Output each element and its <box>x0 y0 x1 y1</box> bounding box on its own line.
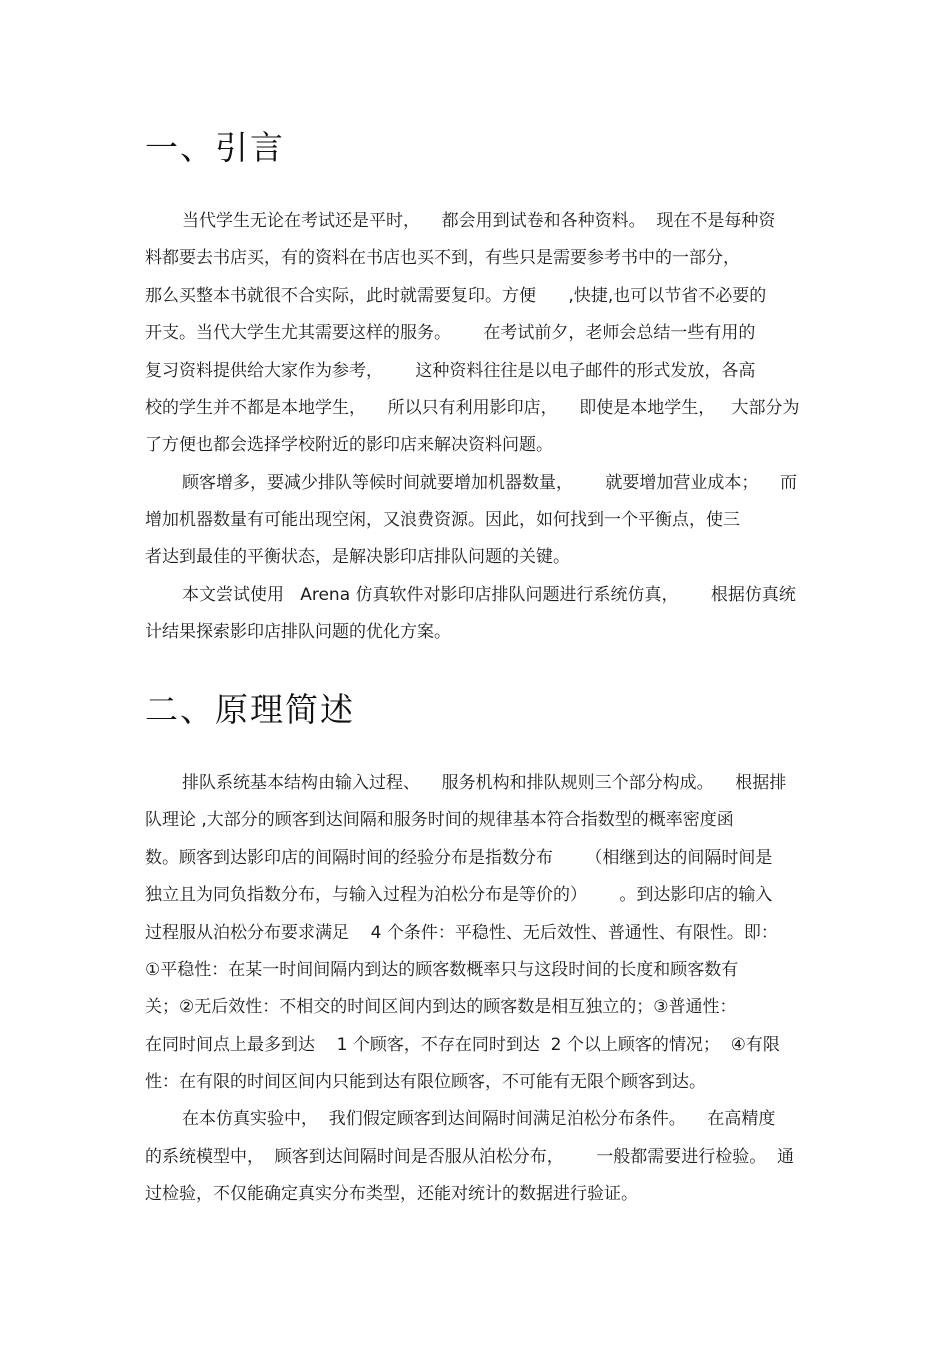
paragraph-line: ①平稳性：在某一时间间隔内到达的顾客数概率只与这段时间的长度和顾客数有 <box>145 960 739 980</box>
paragraph-line: 关；②无后效性：不相交的时间区间内到达的顾客数是相互独立的；③普通性： <box>145 997 737 1017</box>
paragraph-line: 校的学生并不都是本地学生， 所以只有利用影印店， 即使是本地学生， 大部分为 <box>145 398 800 418</box>
paragraph-line: 队理论 ,大部分的顾客到达间隔和服务时间的规律基本符合指数型的概率密度函 <box>145 810 734 830</box>
paragraph-line: 的系统模型中， 顾客到达间隔时间是否服从泊松分布， 一般都需要进行检验。 通 <box>145 1147 795 1167</box>
section-heading-principles: 二、原理简述 <box>145 690 355 729</box>
paragraph-line: 开支。当代大学生尤其需要这样的服务。 在考试前夕，老师会总结一些有用的 <box>145 323 756 343</box>
paragraph-line: 独立且为同负指数分布，与输入过程为泊松分布是等价的） 。到达影印店的输入 <box>145 885 773 905</box>
paragraph-line: 者达到最佳的平衡状态，是解决影印店排队问题的关键。 <box>145 547 570 567</box>
paragraph-line: 性：在有限的时间区间内只能到达有限位顾客，不可能有无限个顾客到达。 <box>145 1072 706 1092</box>
paragraph-line: 顾客增多，要减少排队等候时间就要增加机器数量， 就要增加营业成本； 而 <box>182 473 798 493</box>
paragraph-line: 了方便也都会选择学校附近的影印店来解决资料问题。 <box>145 435 553 455</box>
paragraph-line: 过程服从泊松分布要求满足 4 个条件：平稳性、无后效性、普通性、有限性。即： <box>145 923 778 943</box>
paragraph-line: 在本仿真实验中， 我们假定顾客到达间隔时间满足泊松分布条件。 在高精度 <box>182 1109 776 1129</box>
paragraph-line: 本文尝试使用 Arena 仿真软件对影印店排队问题进行系统仿真， 根据仿真统 <box>182 585 796 605</box>
paragraph-line: 增加机器数量有可能出现空闲，又浪费资源。因此，如何找到一个平衡点，使三 <box>145 510 740 530</box>
paragraph-line: 计结果探索影印店排队问题的优化方案。 <box>145 622 451 642</box>
section-heading-introduction: 一、引言 <box>145 128 285 167</box>
paragraph-line: 排队系统基本结构由输入过程、 服务机构和排队规则三个部分构成。 根据排 <box>182 773 787 793</box>
paragraph-line: 当代学生无论在考试还是平时， 都会用到试卷和各种资料。 现在不是每种资 <box>182 211 776 231</box>
paragraph-line: 复习资料提供给大家作为参考， 这种资料往往是以电子邮件的形式发放，各高 <box>145 361 756 381</box>
paragraph-line: 过检验，不仅能确定真实分布类型，还能对统计的数据进行验证。 <box>145 1184 638 1204</box>
paragraph-line: 那么买整本书就很不合实际，此时就需要复印。方便 ,快捷,也可以节省不必要的 <box>145 286 767 306</box>
paragraph-line: 数。顾客到达影印店的间隔时间的经验分布是指数分布 （相继到达的间隔时间是 <box>145 848 773 868</box>
paragraph-line: 料都要去书店买，有的资料在书店也买不到，有些只是需要参考书中的一部分， <box>145 248 740 268</box>
paragraph-line: 在同时间点上最多到达 1 个顾客，不存在同时到达 2 个以上顾客的情况； ④有限 <box>145 1035 780 1055</box>
